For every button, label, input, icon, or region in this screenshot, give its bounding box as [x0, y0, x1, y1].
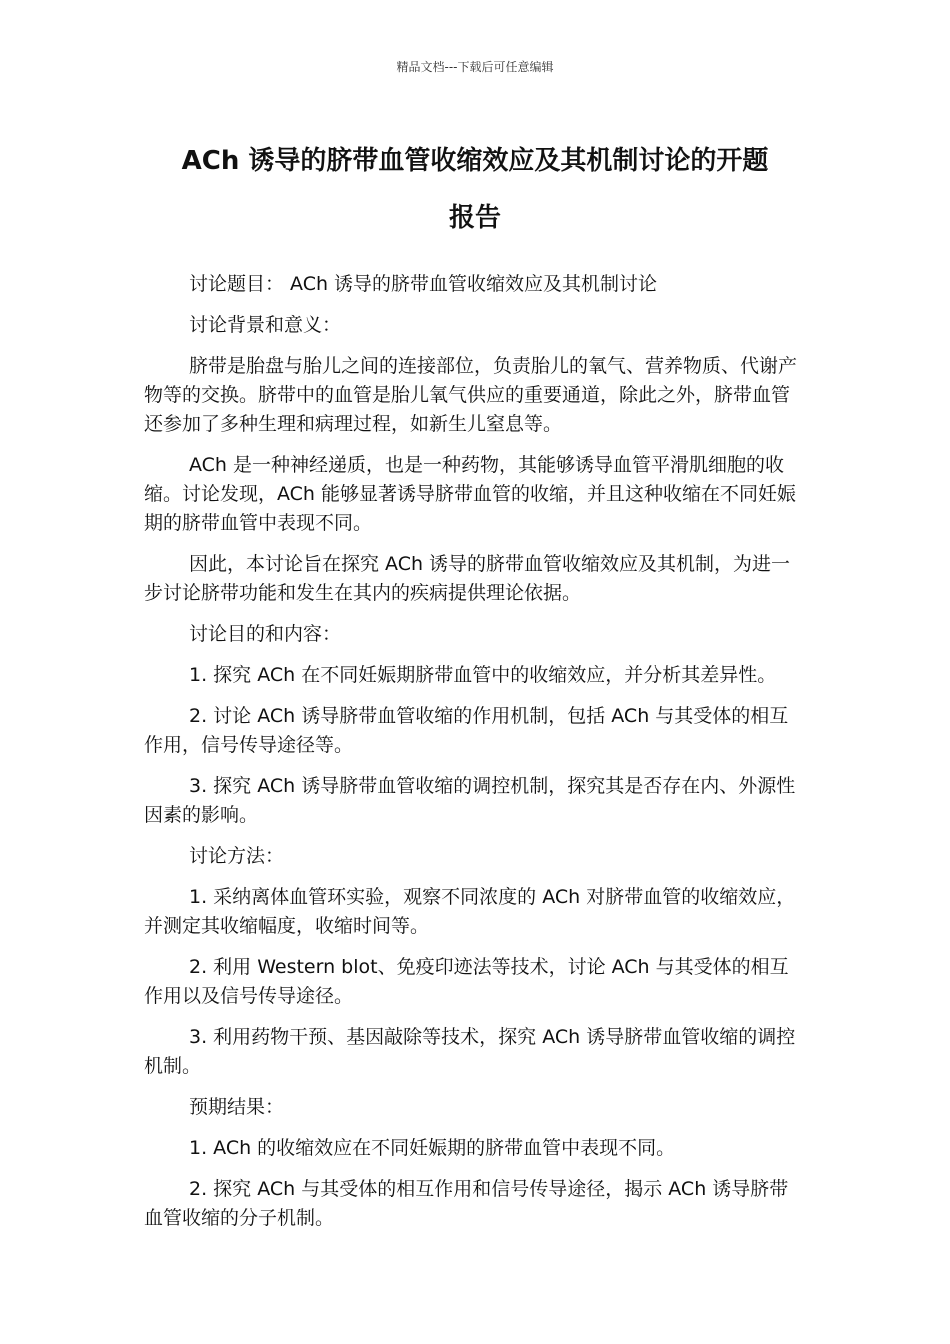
- list-item-result-1: 1. ACh 的收缩效应在不同妊娠期的脐带血管中表现不同。: [189, 1137, 676, 1159]
- list-item-result-2: 2. 探究 ACh 与其受体的相互作用和信号传导途径，揭示 ACh 诱导脐带血管收缩的分子机制。: [144, 1178, 789, 1229]
- heading-background: 讨论背景和意义：: [189, 314, 342, 336]
- document-body: [144, 270, 806, 1245]
- list-item-objective-3: 3. 探究 ACh 诱导脐带血管收缩的调控机制，探究其是否存在内、外源性因素的影响。: [144, 775, 796, 826]
- document-title-line-1: ACh 诱导的脐带血管收缩效应及其机制讨论的开题: [181, 146, 769, 176]
- heading-expected-results: 预期结果：: [189, 1096, 285, 1118]
- paragraph-ach-intro: ACh 是一种神经递质，也是一种药物，其能够诱导血管平滑肌细胞的收缩。讨论发现，ACh 能够显著诱导脐带血管的收缩，并且这种收缩在不同妊娠期的脐带血管中表现不同。: [144, 454, 797, 534]
- list-item-method-1: 1. 采纳离体血管环实验，观察不同浓度的 ACh 对脐带血管的收缩效应，并测定其收缩幅度，收缩时间等。: [144, 886, 796, 937]
- paragraph-umbilical-cord: 脐带是胎盘与胎儿之间的连接部位，负责胎儿的氧气、营养物质、代谢产物等的交换。脐带中的血管是胎儿氧气供应的重要通道，除此之外，脐带血管还参加了多种生理和病理过程，如新生儿窒息等。: [144, 355, 798, 435]
- header-note: 精品文档---下载后可任意编辑: [396, 60, 554, 74]
- list-item-objective-2: 2. 讨论 ACh 诱导脐带血管收缩的作用机制，包括 ACh 与其受体的相互作用，信号传导途径等。: [144, 705, 789, 756]
- paragraph-topic: 讨论题目： ACh 诱导的脐带血管收缩效应及其机制讨论: [189, 273, 658, 295]
- paragraph-purpose: 因此，本讨论旨在探究 ACh 诱导的脐带血管收缩效应及其机制，为进一步讨论脐带功能和发生在其内的疾病提供理论依据。: [144, 553, 791, 604]
- heading-methods: 讨论方法：: [189, 845, 285, 867]
- heading-objectives: 讨论目的和内容：: [189, 623, 342, 645]
- document-title-line-2: 报告: [448, 203, 501, 233]
- list-item-objective-1: 1. 探究 ACh 在不同妊娠期脐带血管中的收缩效应，并分析其差异性。: [189, 664, 777, 686]
- list-item-method-2: 2. 利用 Western blot、免疫印迹法等技术，讨论 ACh 与其受体的相互作用以及信号传导途径。: [144, 956, 789, 1007]
- list-item-method-3: 3. 利用药物干预、基因敲除等技术，探究 ACh 诱导脐带血管收缩的调控机制。: [144, 1026, 796, 1077]
